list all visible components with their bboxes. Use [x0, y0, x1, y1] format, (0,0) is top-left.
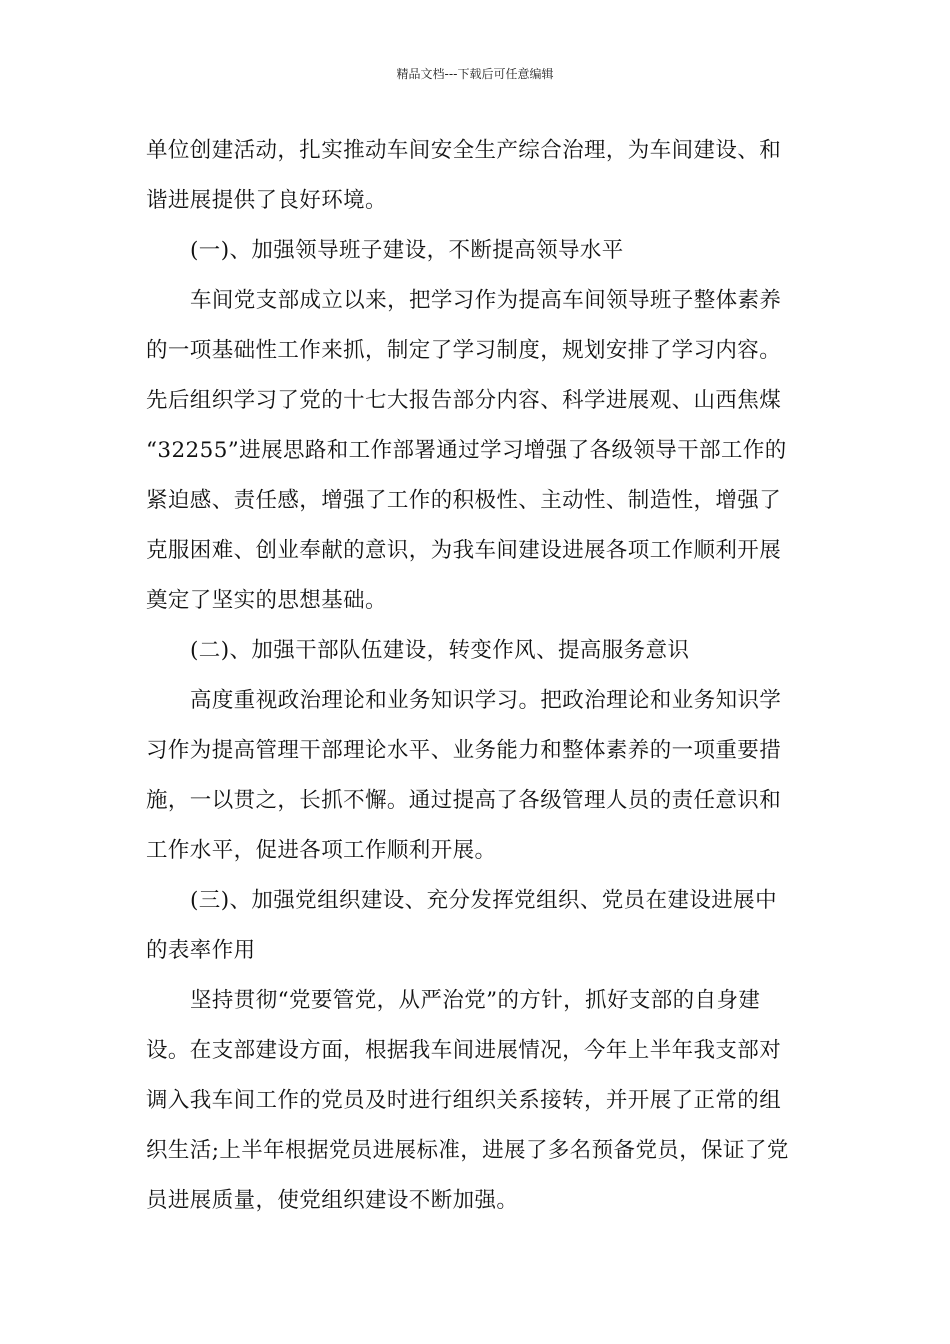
- section-heading: (二)、加强干部队伍建设，转变作风、提高服务意识: [190, 638, 690, 663]
- body-line: 坚持贯彻“党要管党，从严治党”的方针，抓好支部的自身建: [190, 988, 761, 1013]
- body-line: 的一项基础性工作来抓，制定了学习制度，规划安排了学习内容。: [146, 338, 782, 363]
- body-line: 习作为提高管理干部理论水平、业务能力和整体素养的一项重要措: [146, 738, 782, 763]
- body-line: 调入我车间工作的党员及时进行组织关系接转，并开展了正常的组: [146, 1088, 782, 1113]
- body-line: 单位创建活动，扎实推动车间安全生产综合治理，为车间建设、和: [146, 138, 782, 163]
- body-line: 克服困难、创业奉献的意识，为我车间建设进展各项工作顺利开展: [146, 538, 782, 563]
- body-line: 高度重视政治理论和业务知识学习。把政治理论和业务知识学: [190, 688, 782, 713]
- document-body: [146, 126, 810, 1226]
- body-line: 设。在支部建设方面，根据我车间进展情况，今年上半年我支部对: [146, 1038, 782, 1063]
- body-line: 车间党支部成立以来，把学习作为提高车间领导班子整体素养: [190, 288, 782, 313]
- section-heading: (三)、加强党组织建设、充分发挥党组织、党员在建设进展中: [190, 888, 777, 913]
- section-heading: (一)、加强领导班子建设，不断提高领导水平: [190, 238, 624, 263]
- section-heading-continued: 的表率作用: [146, 938, 256, 963]
- body-line: 织生活;上半年根据党员进展标准，进展了多名预备党员，保证了党: [146, 1138, 789, 1163]
- body-line: 奠定了坚实的思想基础。: [146, 588, 387, 613]
- body-line: “32255”进展思路和工作部署通过学习增强了各级领导干部工作的: [146, 438, 787, 463]
- body-line: 紧迫感、责任感，增强了工作的积极性、主动性、制造性，增强了: [146, 488, 782, 513]
- body-line: 先后组织学习了党的十七大报告部分内容、科学进展观、山西焦煤: [146, 388, 782, 413]
- body-line: 员进展质量，使党组织建设不断加强。: [146, 1188, 519, 1213]
- body-line: 谐进展提供了良好环境。: [146, 188, 387, 213]
- body-line: 工作水平，促进各项工作顺利开展。: [146, 838, 497, 863]
- page-header: 精品文档---下载后可任意编辑: [396, 67, 554, 81]
- body-line: 施，一以贯之，长抓不懈。通过提高了各级管理人员的责任意识和: [146, 788, 782, 813]
